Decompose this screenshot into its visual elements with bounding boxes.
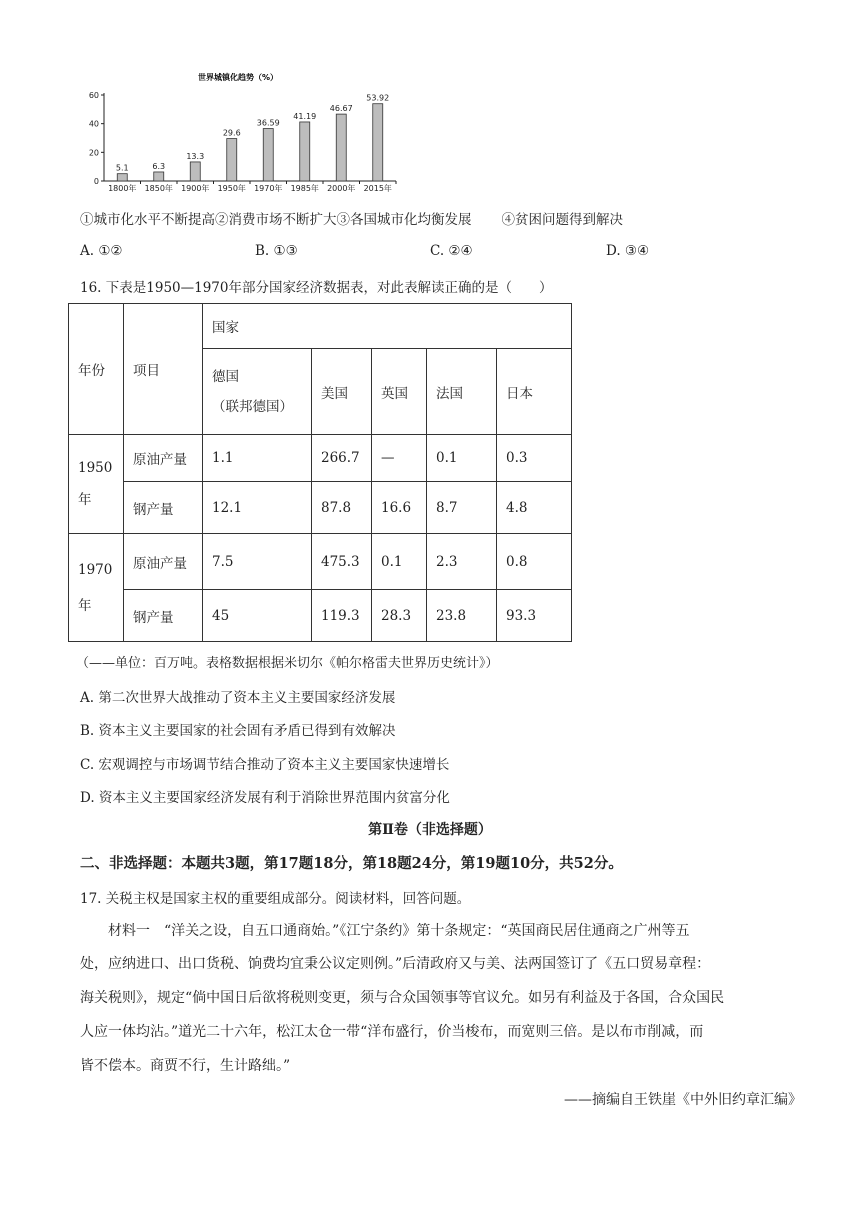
- year-1970-cell: [69, 534, 124, 642]
- item-steel-1950: 钢产量: [124, 482, 203, 534]
- x-tick-label: 1850年: [144, 184, 173, 193]
- q16-stem: 16. 下表是1950—1970年部分国家经济数据表，对此表解读正确的是（ ）: [80, 280, 553, 296]
- q16-option-c[interactable]: C. 宏观调控与市场调节结合推动了资本主义主要国家快速增长: [80, 757, 450, 773]
- year-1970-suffix: 年: [78, 597, 92, 614]
- header-germany: [203, 349, 312, 435]
- part2-instruction: 二、非选择题：本题共3题，第17题18分，第18题24分，第19题10分，共52分。: [80, 855, 623, 872]
- data-label: 46.67: [329, 104, 353, 114]
- data-label: 41.19: [293, 111, 317, 121]
- data-label: 29.6: [222, 128, 241, 138]
- bar: [227, 139, 237, 181]
- data-label: 5.1: [115, 163, 129, 173]
- q15-statements: [80, 208, 623, 228]
- header-year: 年份: [69, 304, 124, 435]
- part2-title: 第Ⅱ卷（非选择题）: [368, 822, 492, 838]
- table-row: [69, 482, 572, 534]
- header-japan: 日本: [497, 349, 572, 435]
- q15-option-b[interactable]: B. ①③: [255, 243, 298, 259]
- table-row: [69, 435, 572, 482]
- material-source: ——摘编自王铁崖《中外旧约章汇编》: [564, 1092, 802, 1108]
- table-cell: 0.3: [497, 435, 572, 482]
- bar: [117, 174, 127, 181]
- data-label: 53.92: [366, 93, 390, 103]
- table-cell: 87.8: [312, 482, 372, 534]
- material-line: 处，应纳进口、出口货税、饷费均宜秉公议定则例。”后清政府又与美、法两国签订了《五口贸易章程：: [80, 956, 711, 972]
- table-cell: 45: [203, 590, 312, 642]
- material-line: 皆不偿本。商贾不行，生计路绌。”: [80, 1058, 291, 1074]
- material-line: 材料一 “洋关之设，自五口通商始。”《江宁条约》第十条规定：“英国商民居住通商之广州等五: [108, 923, 690, 939]
- table-cell: 0.8: [497, 534, 572, 590]
- q15-statements-1-3: ①城市化水平不断提高②消费市场不断扩大③各国城市化均衡发展: [80, 212, 472, 228]
- bar: [300, 122, 310, 181]
- table-cell: 8.7: [427, 482, 497, 534]
- bar: [263, 129, 273, 181]
- table-cell: 12.1: [203, 482, 312, 534]
- table-cell: 16.6: [372, 482, 427, 534]
- urbanization-bar-chart: [78, 66, 408, 196]
- bar: [336, 114, 346, 181]
- bar: [154, 172, 164, 181]
- table-cell: 475.3: [312, 534, 372, 590]
- x-tick-label: 2000年: [327, 184, 356, 193]
- q16-option-b[interactable]: B. 资本主义主要国家的社会固有矛盾已得到有效解决: [80, 723, 396, 739]
- chart-title: 世界城镇化趋势（%）: [197, 73, 279, 82]
- x-tick-label: 2015年: [363, 184, 392, 193]
- table-note: （——单位：百万吨。表格数据根据米切尔《帕尔格雷夫世界历史统计》）: [76, 656, 499, 671]
- year-1950-cell: [69, 435, 124, 534]
- economic-data-table: [68, 303, 572, 642]
- bar: [373, 104, 383, 181]
- table-cell: 28.3: [372, 590, 427, 642]
- data-label: 6.3: [152, 161, 166, 171]
- table-cell: 93.3: [497, 590, 572, 642]
- material-line: 海关税则》，规定“倘中国日后欲将税则变更，须与合众国领事等官议允。如另有利益及于各国，合众国民: [80, 990, 725, 1006]
- header-germany-name: 德国: [212, 368, 239, 385]
- data-label: 36.59: [256, 118, 280, 128]
- header-usa: 美国: [312, 349, 372, 435]
- table-cell: 0.1: [427, 435, 497, 482]
- table-cell: —: [372, 435, 427, 482]
- q15-option-d[interactable]: D. ③④: [606, 243, 650, 259]
- year-1950: 1950: [78, 460, 113, 476]
- q16-option-d[interactable]: D. 资本主义主要国家经济发展有利于消除世界范围内贫富分化: [80, 790, 450, 806]
- item-oil-1970: 原油产量: [124, 534, 203, 590]
- x-tick-label: 1900年: [181, 184, 210, 193]
- material-line: 人应一体均沾。”道光二十六年，松江太仓一带“洋布盛行，价当梭布，而宽则三倍。是以布市削减，而: [80, 1024, 704, 1040]
- x-tick-label: 1970年: [254, 184, 283, 193]
- header-item: 项目: [124, 304, 203, 435]
- header-country: 国家: [203, 304, 572, 349]
- table-row: [69, 534, 572, 590]
- table-row: [69, 590, 572, 642]
- table-cell: 4.8: [497, 482, 572, 534]
- x-tick-label: 1950年: [217, 184, 246, 193]
- y-tick-label: 40: [88, 119, 99, 129]
- table-cell: 0.1: [372, 534, 427, 590]
- y-tick-label: 60: [88, 91, 99, 100]
- q15-option-c[interactable]: C. ②④: [430, 243, 473, 259]
- table-cell: 2.3: [427, 534, 497, 590]
- item-steel-1970: 钢产量: [124, 590, 203, 642]
- q16-option-a[interactable]: A. 第二次世界大战推动了资本主义主要国家经济发展: [80, 690, 396, 706]
- year-1950-suffix: 年: [78, 492, 92, 508]
- header-uk: 英国: [372, 349, 427, 435]
- header-france: 法国: [427, 349, 497, 435]
- q15-statement-4: ④贫困问题得到解决: [501, 212, 623, 228]
- q17-stem: 17. 关税主权是国家主权的重要组成部分。阅读材料，回答问题。: [80, 891, 471, 907]
- item-oil-1950: 原油产量: [124, 435, 203, 482]
- data-label: 13.3: [186, 151, 205, 161]
- q15-option-a[interactable]: A. ①②: [80, 243, 123, 259]
- y-tick-label: 0: [93, 177, 99, 186]
- x-tick-label: 1985年: [290, 184, 319, 193]
- table-cell: 119.3: [312, 590, 372, 642]
- chart-bars: [116, 94, 389, 181]
- table-cell: 23.8: [427, 590, 497, 642]
- bar: [190, 162, 200, 181]
- year-1970: 1970: [78, 561, 113, 578]
- table-cell: 266.7: [312, 435, 372, 482]
- x-tick-label: 1800年: [108, 184, 137, 193]
- table-cell: 7.5: [203, 534, 312, 590]
- y-tick-label: 20: [88, 148, 99, 158]
- table-cell: 1.1: [203, 435, 312, 482]
- header-germany-sub: （联邦德国）: [212, 398, 293, 415]
